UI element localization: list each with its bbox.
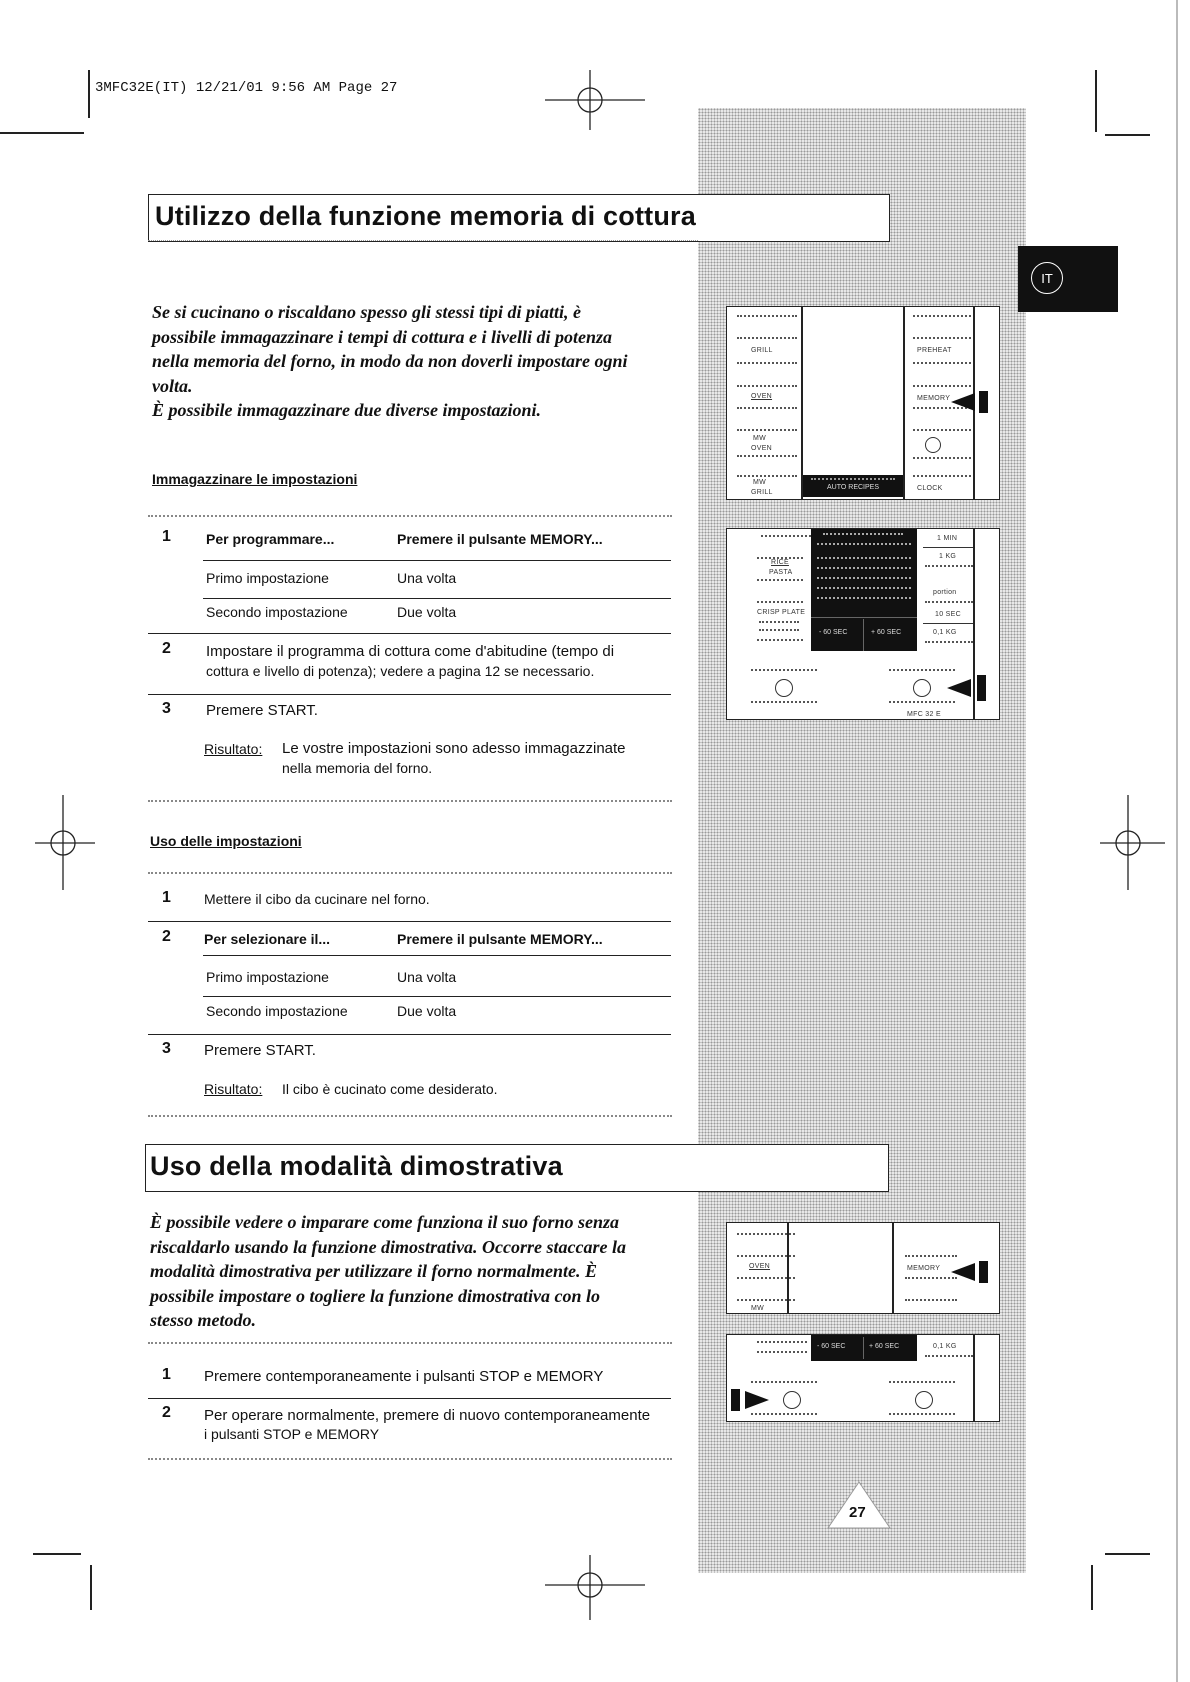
minus-sec-label: - 60 SEC xyxy=(819,629,848,636)
crop-mark xyxy=(1091,1565,1093,1610)
arrow-pointer-icon xyxy=(947,673,999,703)
table-rule xyxy=(203,560,671,561)
intro-line: riscaldarlo usando la funzione dimostrativa. Occorre staccare la xyxy=(150,1236,627,1257)
step-text: Premere START. xyxy=(204,1042,316,1059)
table-cell: Due volta xyxy=(397,604,457,620)
start-icon xyxy=(913,679,931,697)
portion-label: portion xyxy=(933,589,957,596)
stop-icon xyxy=(783,1391,801,1409)
crop-mark xyxy=(33,1553,81,1555)
table-header-col1: Per selezionare il... xyxy=(204,931,331,947)
step-number: 2 xyxy=(162,928,171,945)
table-cell: Primo impostazione xyxy=(206,969,329,985)
oven-label: OVEN xyxy=(751,445,773,452)
step-text: Premere contemporaneamente i pulsanti STOP e MEMORY xyxy=(204,1368,604,1385)
minus-sec-label: - 60 SEC xyxy=(817,1343,846,1350)
result-label: Risultato: xyxy=(204,741,263,757)
store-heading: Immagazzinare le impostazioni xyxy=(152,471,358,487)
crop-mark xyxy=(0,132,84,134)
step-text: i pulsanti STOP e MEMORY xyxy=(204,1426,380,1442)
step-rule xyxy=(148,1398,671,1399)
ten-sec-label: 10 SEC xyxy=(935,611,961,618)
step-number: 2 xyxy=(162,640,171,657)
step-number: 2 xyxy=(162,1404,171,1421)
step-text: cottura e livello di potenza); vedere a pagina 12 se necessario. xyxy=(206,663,595,679)
registration-mark-top xyxy=(545,70,645,130)
auto-recipes-label: AUTO RECIPES xyxy=(827,484,879,491)
intro-line: volta. xyxy=(152,375,193,396)
oven-label: OVEN xyxy=(749,1263,771,1270)
crisp-plate-label: CRISP PLATE xyxy=(757,609,806,616)
result-text: Le vostre impostazioni sono adesso immagazzinate xyxy=(282,740,626,757)
control-panel-top-illustration xyxy=(726,306,1000,500)
control-panel-demo-bottom xyxy=(726,1334,1000,1422)
control-panel-demo-top xyxy=(726,1222,1000,1314)
grill-label: GRILL xyxy=(751,347,773,354)
result-text: nella memoria del forno. xyxy=(282,760,433,776)
step-rule xyxy=(148,694,671,695)
page-number: 27 xyxy=(849,1504,866,1521)
step-number: 1 xyxy=(162,1366,171,1383)
mw-label: MW xyxy=(751,1305,765,1312)
language-badge: IT xyxy=(1031,262,1063,294)
table-rule xyxy=(203,598,671,599)
registration-mark-right xyxy=(1100,795,1165,895)
dotted-divider xyxy=(148,1342,672,1344)
crop-mark xyxy=(90,1565,92,1610)
table-header-col2: Premere il pulsante MEMORY... xyxy=(397,931,603,947)
clock-label: CLOCK xyxy=(917,485,943,492)
start-icon xyxy=(915,1391,933,1409)
auto-recipes-bar xyxy=(803,475,903,497)
one-min-label: 1 MIN xyxy=(937,535,958,542)
table-cell: Una volta xyxy=(397,570,457,586)
crop-mark xyxy=(1105,1553,1150,1555)
language-tab xyxy=(1018,246,1118,312)
step-text: Per operare normalmente, premere di nuovo contemporaneamente xyxy=(204,1407,651,1424)
step-rule xyxy=(148,921,671,922)
use-heading: Uso delle impostazioni xyxy=(150,833,302,849)
intro-line: nella memoria del forno, in modo da non doverli impostare ogni xyxy=(152,351,628,371)
model-label: MFC 32 E xyxy=(907,711,941,718)
result-label: Risultato: xyxy=(204,1081,263,1097)
table-cell: Due volta xyxy=(397,1003,457,1019)
step-number: 1 xyxy=(162,889,171,906)
section2-title: Uso della modalità dimostrativa xyxy=(150,1151,563,1181)
intro-line: Se si cucinano o riscaldano spesso gli stessi tipi di piatti, è xyxy=(152,302,582,322)
memory-label: MEMORY xyxy=(917,395,951,402)
arrow-pointer-icon xyxy=(951,387,999,417)
grill-label: GRILL xyxy=(751,489,773,496)
auto-defrost-block xyxy=(811,529,917,651)
weight-label: 0,1 KG xyxy=(933,1343,957,1350)
intro-line: È possibile immagazzinare due diverse impostazioni. xyxy=(152,400,542,420)
dotted-divider xyxy=(148,1458,672,1460)
step-number: 3 xyxy=(162,700,171,717)
intro-line: È possibile vedere o imparare come funziona il suo forno senza xyxy=(150,1212,620,1232)
table-rule xyxy=(203,996,671,997)
page-edge xyxy=(1176,0,1178,1682)
table-header-col2: Premere il pulsante MEMORY... xyxy=(397,531,603,547)
result-text: Il cibo è cucinato come desiderato. xyxy=(282,1081,498,1097)
registration-mark-left xyxy=(35,795,95,895)
preheat-label: PREHEAT xyxy=(917,347,952,354)
step-text: Impostare il programma di cottura come d'abitudine (tempo di xyxy=(206,643,615,660)
intro-line: possibile impostare o togliere la funzione dimostrativa con lo xyxy=(150,1285,601,1306)
dotted-divider xyxy=(148,872,672,874)
rice-label: RICE xyxy=(771,559,789,566)
pasta-label: PASTA xyxy=(769,569,793,576)
file-info: 3MFC32E(IT) 12/21/01 9:56 AM Page 27 xyxy=(95,80,398,96)
registration-mark-bottom xyxy=(545,1555,645,1620)
step-number: 1 xyxy=(162,528,171,545)
dotted-divider xyxy=(148,515,672,517)
section1-title-box xyxy=(148,194,890,242)
weight-label: 0,1 KG xyxy=(933,629,957,636)
step-number: 3 xyxy=(162,1040,171,1057)
step-rule xyxy=(148,1034,671,1035)
plus-sec-label: + 60 SEC xyxy=(871,629,902,636)
one-kg-label: 1 KG xyxy=(939,553,957,560)
crop-mark xyxy=(1095,70,1097,132)
table-cell: Primo impostazione xyxy=(206,570,329,586)
arrow-pointer-icon xyxy=(951,1257,999,1287)
table-rule xyxy=(203,955,671,956)
intro-line: stesso metodo. xyxy=(150,1310,256,1330)
dotted-divider xyxy=(148,1115,672,1117)
section2-intro xyxy=(150,1210,680,1333)
dotted-divider xyxy=(148,800,672,802)
section1-intro xyxy=(152,300,682,423)
crop-mark xyxy=(1105,134,1150,136)
control-panel-bottom-illustration xyxy=(726,528,1000,720)
section1-title: Utilizzo della funzione memoria di cottura xyxy=(155,201,696,231)
step-rule xyxy=(148,633,671,634)
table-cell: Secondo impostazione xyxy=(206,604,348,620)
table-cell: Secondo impostazione xyxy=(206,1003,348,1019)
display-block xyxy=(811,1335,917,1361)
mw-label: MW xyxy=(753,479,767,486)
table-cell: Una volta xyxy=(397,969,457,985)
table-header-col1: Per programmare... xyxy=(206,531,335,547)
divider xyxy=(148,240,698,242)
arrow-pointer-right-icon xyxy=(727,1385,779,1415)
plus-sec-label: + 60 SEC xyxy=(869,1343,900,1350)
mw-label: MW xyxy=(753,435,767,442)
step-text: Mettere il cibo da cucinare nel forno. xyxy=(204,891,430,907)
section2-title-box xyxy=(145,1144,889,1192)
memory-label: MEMORY xyxy=(907,1265,941,1272)
clock-icon xyxy=(925,437,941,453)
crop-mark xyxy=(88,70,90,118)
step-text: Premere START. xyxy=(206,702,318,719)
intro-line: modalità dimostrativa per utilizzare il forno normalmente. È xyxy=(150,1261,598,1281)
stop-icon xyxy=(775,679,793,697)
oven-label: OVEN xyxy=(751,393,773,400)
intro-line: possibile immagazzinare i tempi di cottura e i livelli di potenza xyxy=(152,326,613,347)
